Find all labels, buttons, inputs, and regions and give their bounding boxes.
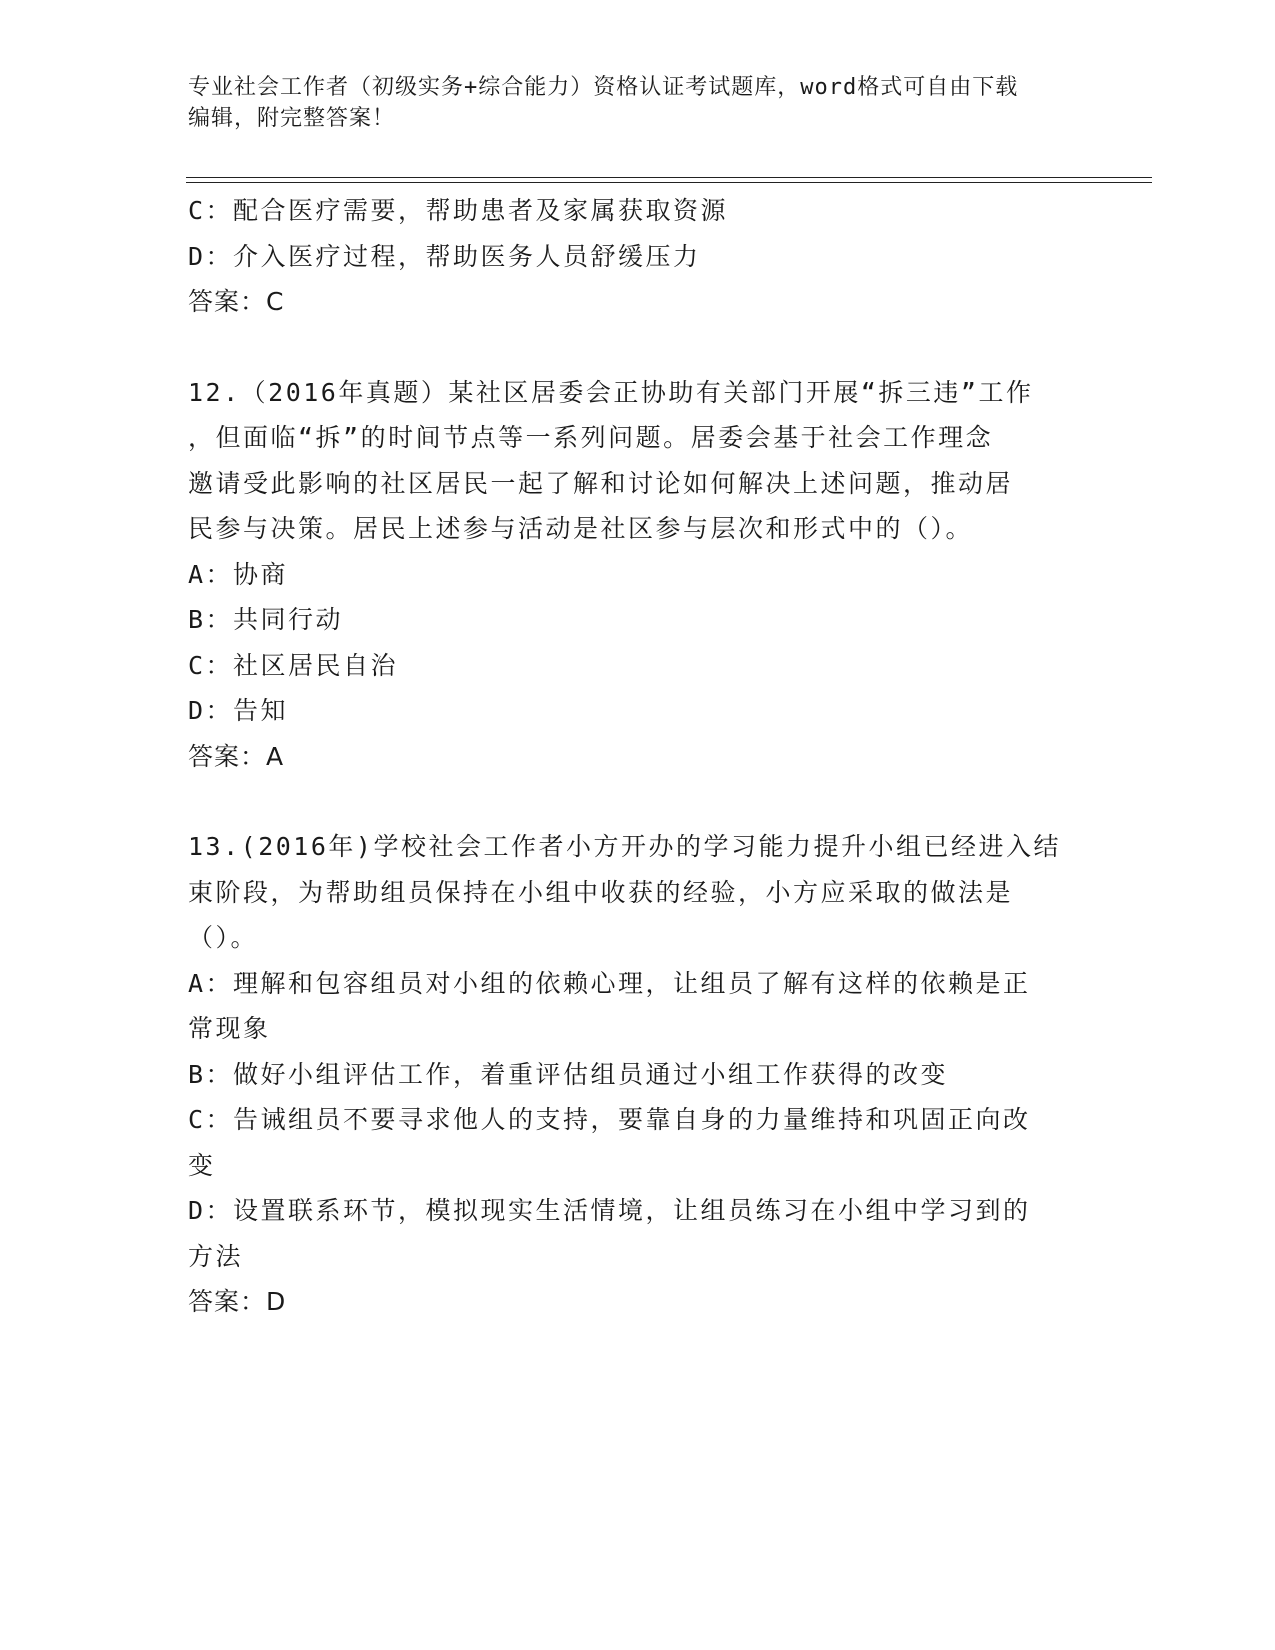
document-body [188,188,1088,1325]
document-header [188,72,1088,134]
question-stem-line: 束阶段，为帮助组员保持在小组中收获的经验，小方应采取的做法是 [188,877,1014,907]
option-d: D：告知 [188,696,289,725]
option-a-continuation: 常现象 [188,1014,271,1043]
question-11-tail [188,188,1088,325]
question-stem-line: 13.(2016年)学校社会工作者小方开办的学习能力提升小组已经进入结 [188,832,1061,861]
header-divider-top [186,177,1152,178]
option-c: C：配合医疗需要，帮助患者及家属获取资源 [188,196,729,225]
question-stem-line: 邀请受此影响的社区居民一起了解和讨论如何解决上述问题，推动居 [188,468,1014,498]
header-line-2: 编辑，附完整答案！ [188,106,396,131]
question-stem-line: 民参与决策。居民上述参与活动是社区参与层次和形式中的（）。 [188,514,974,543]
spacer [188,779,1088,824]
option-c: C：告诫组员不要寻求他人的支持，要靠自身的力量维持和巩固正向改 [188,1105,1031,1134]
question-13 [188,824,1088,1325]
spacer [188,325,1088,370]
option-b: B：共同行动 [188,605,344,634]
question-12 [188,370,1088,780]
option-d-continuation: 方法 [188,1241,244,1271]
header-line-1: 专业社会工作者（初级实务+综合能力）资格认证考试题库，word格式可自由下载 [188,75,1019,100]
option-d: D：设置联系环节，模拟现实生活情境，让组员练习在小组中学习到的 [188,1196,1031,1225]
option-c: C：社区居民自治 [188,650,399,680]
answer-line: 答案：A [188,741,285,771]
option-d: D：介入医疗过程，帮助医务人员舒缓压力 [188,241,701,271]
answer-line: 答案：C [188,287,285,316]
question-stem-line: ，但面临“拆”的时间节点等一系列问题。居委会基于社会工作理念 [188,423,994,452]
option-c-continuation: 变 [188,1150,216,1180]
option-a: A：协商 [188,559,289,589]
option-a: A：理解和包容组员对小组的依赖心理，让组员了解有这样的依赖是正 [188,968,1031,998]
answer-line: 答案：D [188,1287,287,1316]
header-divider-bottom [186,182,1152,183]
option-b: B：做好小组评估工作，着重评估组员通过小组工作获得的改变 [188,1059,949,1089]
question-stem-line: 12.（2016年真题）某社区居委会正协助有关部门开展“拆三违”工作 [188,377,1034,407]
question-stem-line: （）。 [188,923,259,952]
